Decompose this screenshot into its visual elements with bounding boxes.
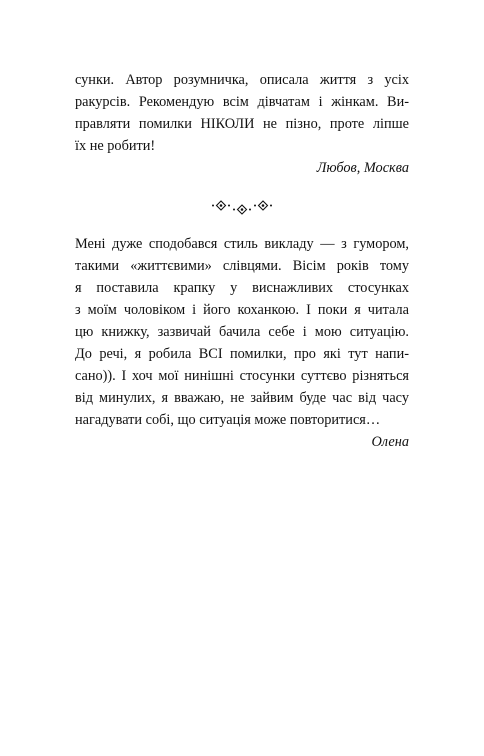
- review-2-line: цю книжку, зазвичай бачила себе і мою ситуацію.: [75, 324, 409, 340]
- review-2: [75, 233, 409, 453]
- review-1-signature: Любов, Москва: [316, 160, 409, 176]
- review-2-line: такими «життєвими» слівцями. Вісім років тому: [75, 258, 409, 274]
- review-2-signature: Олена: [371, 434, 409, 450]
- review-2-line: з моїм чоловіком і його коханкою. І поки я читала: [75, 302, 409, 318]
- review-1-line: їх не робити!: [75, 138, 156, 154]
- review-2-line: Мені дуже сподобався стиль викладу — з гумором,: [75, 236, 409, 252]
- review-1: [75, 69, 409, 179]
- review-1-line: сунки. Автор розумничка, описала життя з усіх: [75, 72, 409, 88]
- review-2-line: нагадувати собі, що ситуація може повторитися…: [75, 412, 381, 428]
- review-1-line: правляти помилки НІКОЛИ не пізно, проте ліпше: [75, 116, 409, 132]
- diamond-dots-ornament-icon: [211, 197, 273, 217]
- review-2-line: від минулих, я вважаю, не зайвим буде час від часу: [75, 390, 409, 406]
- review-2-line: я поставила крапку у виснажливих стосунках: [75, 280, 409, 296]
- review-2-line: сано)). І хоч мої нинішні стосунки суттєво різняться: [75, 368, 409, 384]
- review-2-line: До речі, я робила ВСІ помилки, про які тут напи-: [75, 346, 409, 362]
- review-1-line: ракурсів. Рекомендую всім дівчатам і жінкам. Ви-: [75, 94, 409, 110]
